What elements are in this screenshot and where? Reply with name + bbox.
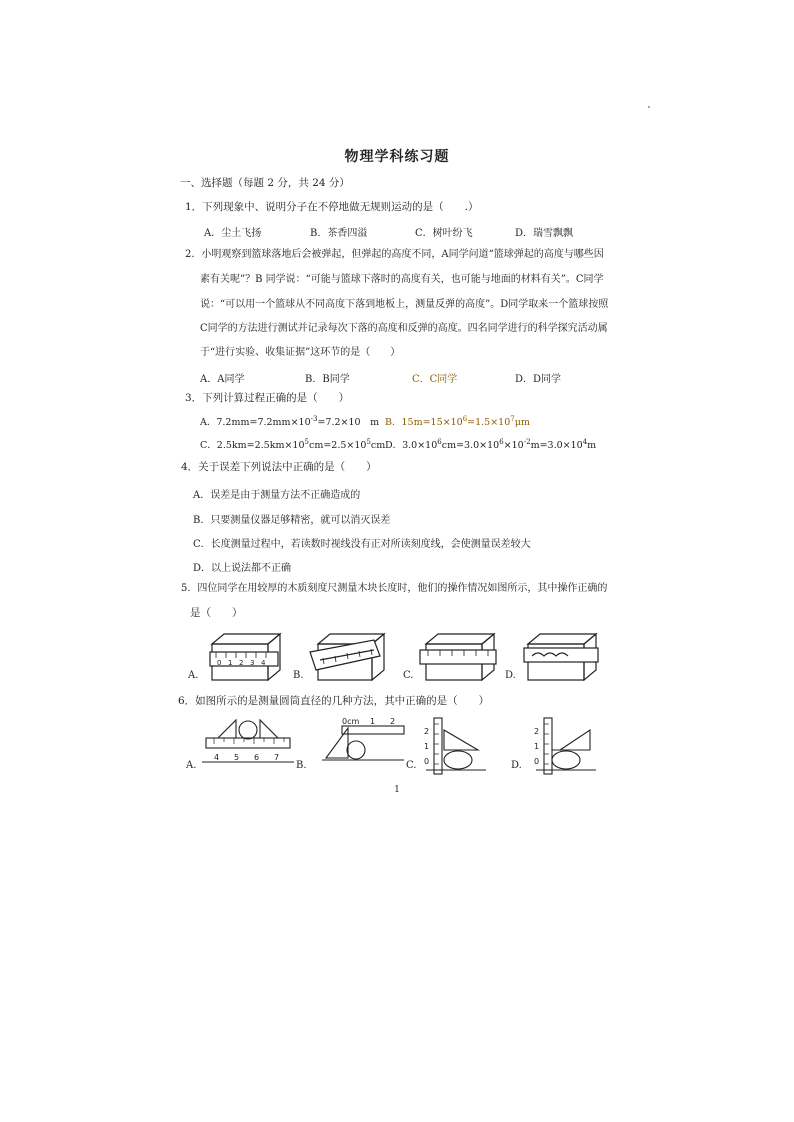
question-1-option-d: D．瑞雪飘飘 (515, 228, 574, 239)
ruler-5a-tick-label: 0 (217, 659, 222, 667)
question-4-option-d: D．以上说法都不正确 (193, 563, 292, 574)
figure-5b-block-ruler (310, 634, 384, 680)
question-1-option-b: B．茶香四溢 (310, 228, 368, 239)
question-3-stem: 3．下列计算过程正确的是（ ） (185, 392, 350, 404)
figure-5-label-c: C. (403, 670, 414, 681)
question-1-option-a: A．尘土飞扬 (204, 228, 262, 239)
figure-6-label-d: D. (511, 760, 522, 771)
ruler-6a-tick-label: 5 (234, 753, 240, 762)
question-4-option-c: C．长度测量过程中，若读数时视线没有正对所读刻度线，会使测量误差较大 (193, 539, 531, 550)
question-4-stem: 4．关于误差下列说法中正确的是（ ） (181, 461, 377, 473)
figure-5c-block-ruler (420, 634, 496, 680)
question-1-option-c: C．树叶纷飞 (415, 228, 473, 239)
question-5-line-2: 是（ ） (190, 607, 243, 619)
question-3-option-c: C．$2.5km=2.5km\times 10^5cm=2.5\times 10^5cm$ (200, 437, 386, 451)
question-2-option-d: D．D同学 (515, 374, 562, 385)
question-2-line-3: 说：“可以用一个篮球从不同高度下落到地板上，测量反弹的高度”。D同学取来一个篮球按照 (200, 299, 609, 310)
question-2-line-2: 素有关呢”？B 同学说：“可能与篮球下落时的高度有关，也可能与地面的材料有关”。C同学 (200, 274, 604, 285)
figure-6d-setup (536, 718, 596, 774)
figure-6-label-a: A. (186, 760, 197, 771)
figure-5-label-a: A. (188, 670, 199, 681)
ruler-6c-tick-label: 2 (424, 727, 430, 736)
ruler-6d-tick-label: 0 (534, 757, 540, 766)
figure-6b-setup (322, 726, 404, 760)
ruler-6b-tick-label: 0cm (342, 717, 360, 726)
question-5-figures (188, 628, 608, 684)
ruler-6c-tick-label: 0 (424, 757, 430, 766)
ruler-6b-tick-label: 2 (390, 717, 396, 726)
figure-5-label-d: D. (505, 670, 516, 681)
figure-6-label-b: B. (296, 760, 307, 771)
scan-speck (648, 106, 650, 108)
question-2-option-a: A．A同学 (200, 374, 245, 385)
ruler-5a-tick-label: 1 (228, 659, 233, 667)
page-number: 1 (394, 785, 400, 795)
figure-6c-setup (426, 718, 486, 774)
question-2-option-b: B．B同学 (305, 374, 350, 385)
question-4-option-a: A．误差是由于测量方法不正确造成的 (193, 490, 361, 501)
figure-5a-block-ruler (210, 634, 280, 680)
question-1-stem: 1．下列现象中、说明分子在不停地做无规则运动的是（ .） (185, 201, 479, 213)
ruler-6d-tick-label: 1 (534, 742, 540, 751)
ruler-6a-tick-label: 4 (214, 753, 220, 762)
ruler-6d-tick-label: 2 (534, 727, 540, 736)
figure-5d-block-ruler (524, 634, 598, 680)
question-6-figures (186, 714, 606, 776)
ruler-5a-tick-label: 4 (261, 659, 266, 667)
question-4-option-b: B．只要测量仪器足够精密，就可以消灭误差 (193, 515, 391, 526)
section-heading: 一、选择题（每题 2 分，共 24 分） (180, 177, 350, 189)
ruler-5a-tick-label: 2 (239, 659, 244, 667)
question-6-stem: 6．如图所示的是测量圆筒直径的几种方法，其中正确的是（ ） (178, 695, 490, 707)
question-2-line-1: 2．小明观察到篮球落地后会被弹起，但弹起的高度不同，A同学问道“篮球弹起的高度与哪些因 (185, 249, 604, 260)
question-2-line-4: C同学的方法进行测试并记录每次下落的高度和反弹的高度。四名同学进行的科学探究活动属 (200, 323, 608, 334)
ruler-6a-tick-label: 6 (254, 753, 260, 762)
question-3-option-b: B．$15m=15\times 10^6=1.5\times 10^7\mu m$ (385, 414, 530, 428)
figure-6-label-c: C. (406, 760, 417, 771)
question-3-option-d: D．$3.0\times 10^6cm=3.0\times 10^6\times 10^{-2}m=3.0\times 10^4m$ (385, 437, 597, 451)
ruler-6c-tick-label: 1 (424, 742, 430, 751)
figure-5-label-b: B. (293, 670, 304, 681)
page-title: 物理学科练习题 (344, 149, 450, 165)
ruler-5a-tick-label: 3 (250, 659, 255, 667)
question-3-option-a: A．$7.2mm=7.2mm\times 10^{-3}=7.2\times 10$ m (200, 414, 380, 428)
ruler-6a-tick-label: 7 (274, 753, 280, 762)
ruler-6b-tick-label: 1 (370, 717, 376, 726)
question-2-option-c: C．C同学 (412, 374, 458, 385)
question-2-line-5: 于“进行实验、收集证据”这环节的是（ ） (200, 347, 401, 358)
question-5-line-1: 5．四位同学在用较厚的木质刻度尺测量木块长度时，他们的操作情况如图所示，其中操作正确的 (181, 583, 608, 594)
